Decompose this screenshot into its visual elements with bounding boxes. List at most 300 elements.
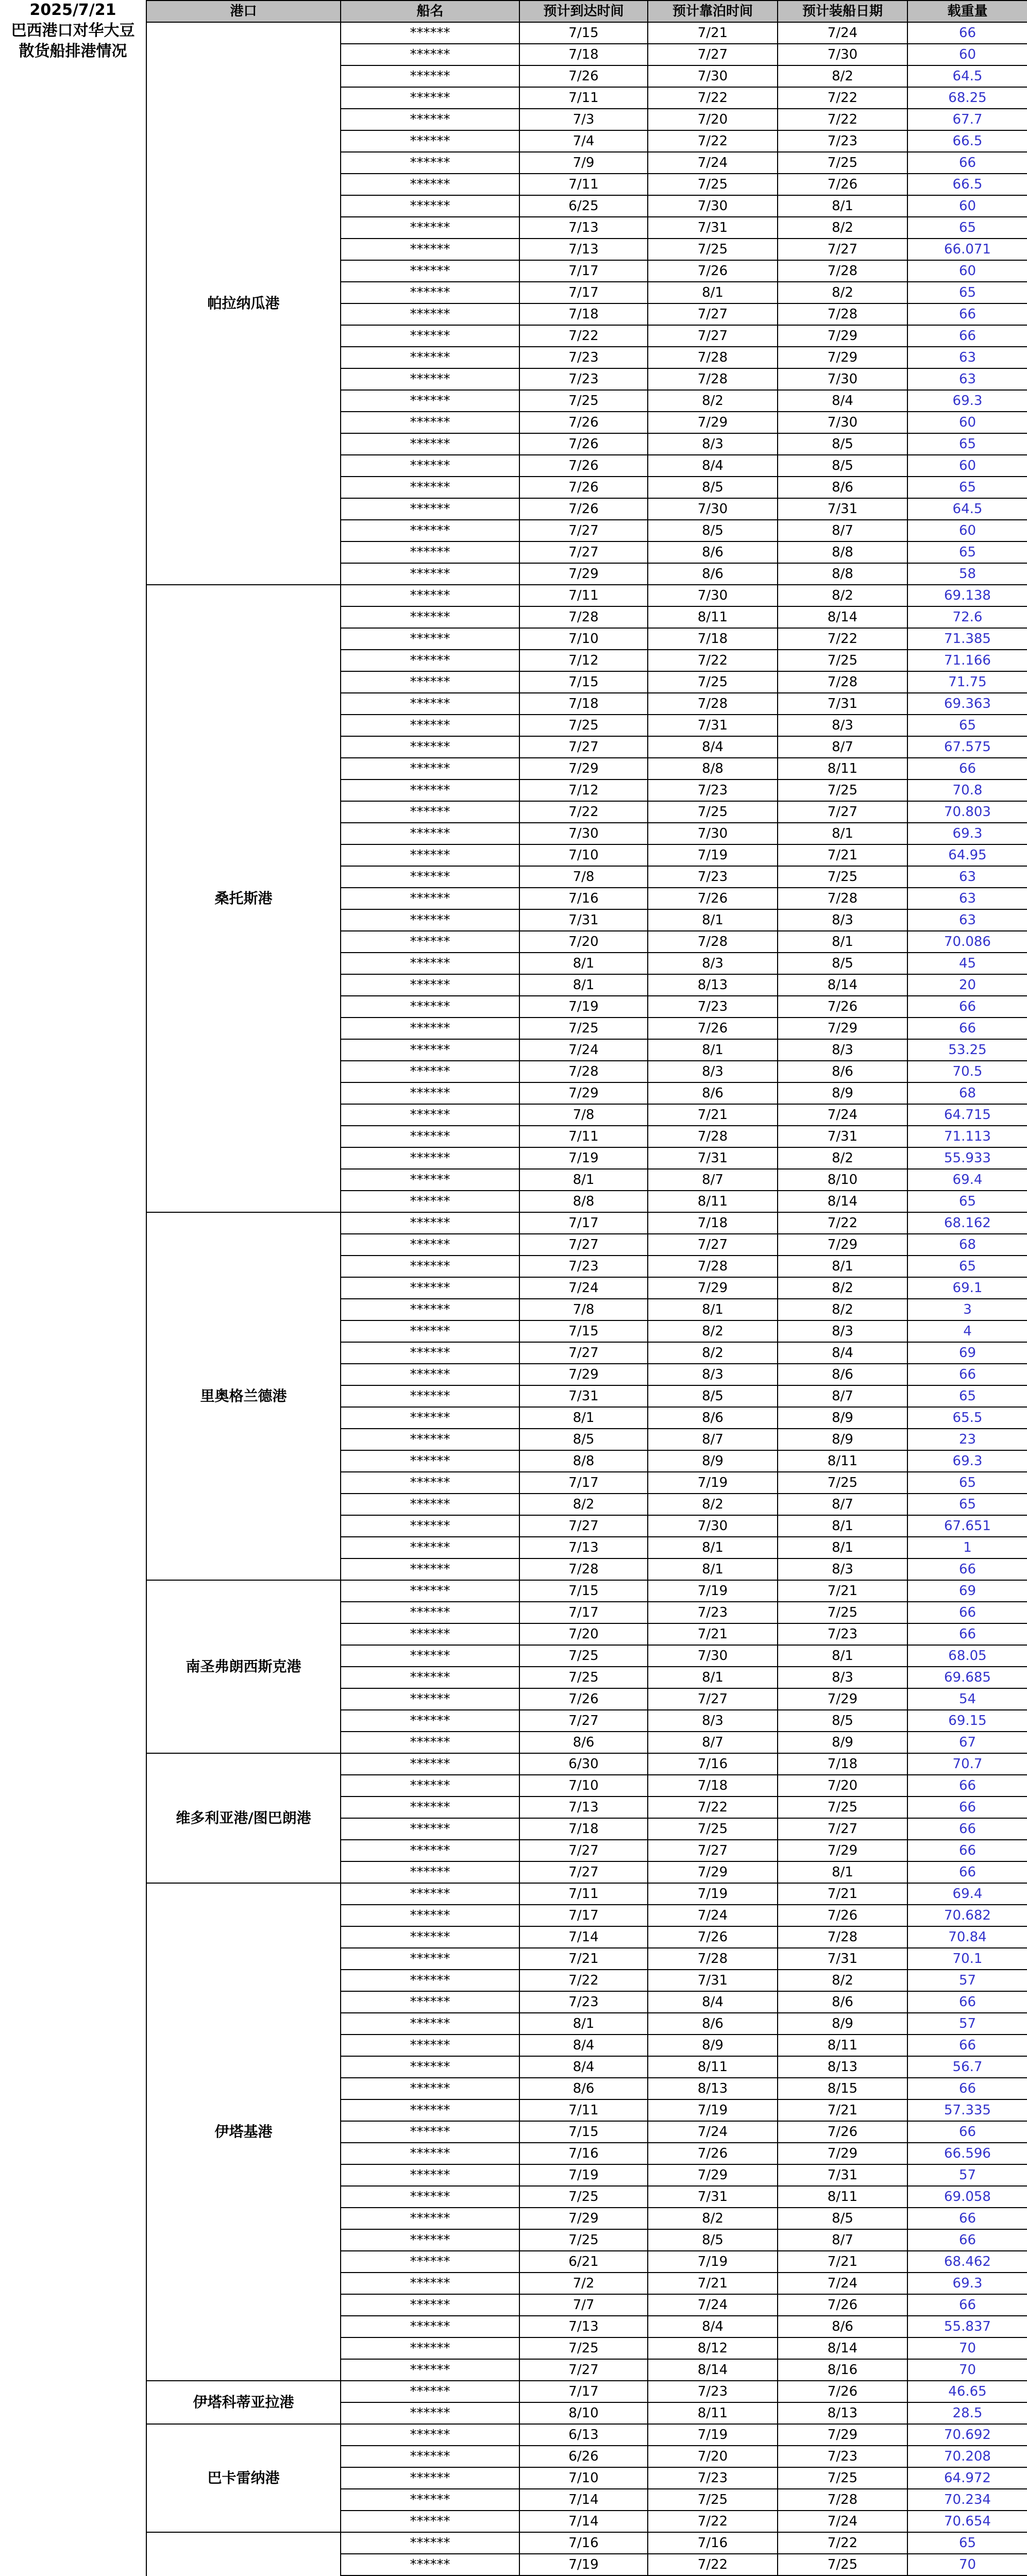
- loading-cell: 7/28: [778, 671, 907, 693]
- tonnage-cell: 60: [907, 195, 1027, 217]
- ship-name-cell: ******: [341, 2359, 519, 2381]
- ship-name-cell: ******: [341, 2489, 519, 2511]
- berthing-cell: 7/27: [648, 1688, 778, 1710]
- ship-name-cell: ******: [341, 1926, 519, 1948]
- ship-name-cell: ******: [341, 433, 519, 455]
- arrival-cell: 6/30: [519, 1753, 648, 1775]
- berthing-cell: 7/28: [648, 931, 778, 953]
- tonnage-cell: 66: [907, 1602, 1027, 1623]
- berthing-cell: 8/3: [648, 1061, 778, 1082]
- loading-cell: 7/26: [778, 2294, 907, 2316]
- tonnage-cell: 46.65: [907, 2381, 1027, 2402]
- tonnage-cell: 70.1: [907, 1948, 1027, 1970]
- ship-name-cell: ******: [341, 1840, 519, 1861]
- loading-cell: 8/10: [778, 1169, 907, 1191]
- arrival-cell: 7/26: [519, 498, 648, 520]
- ship-name-cell: ******: [341, 347, 519, 368]
- ship-name-cell: ******: [341, 1645, 519, 1667]
- tonnage-cell: 57: [907, 2013, 1027, 2035]
- arrival-cell: 7/21: [519, 1948, 648, 1970]
- arrival-cell: 7/29: [519, 2208, 648, 2229]
- berthing-cell: 7/25: [648, 801, 778, 823]
- berthing-cell: 7/16: [648, 1753, 778, 1775]
- loading-cell: 7/29: [778, 1688, 907, 1710]
- ship-name-cell: ******: [341, 801, 519, 823]
- loading-cell: 7/26: [778, 996, 907, 1018]
- loading-cell: 8/1: [778, 1645, 907, 1667]
- berthing-cell: 8/1: [648, 1558, 778, 1580]
- tonnage-cell: 63: [907, 909, 1027, 931]
- arrival-cell: 7/26: [519, 477, 648, 498]
- ship-name-cell: ******: [341, 1342, 519, 1364]
- berthing-cell: 8/5: [648, 2229, 778, 2251]
- berthing-cell: 7/25: [648, 174, 778, 195]
- tonnage-cell: 70.234: [907, 2489, 1027, 2511]
- loading-cell: 8/16: [778, 2359, 907, 2381]
- loading-cell: 8/5: [778, 433, 907, 455]
- berthing-cell: 8/3: [648, 953, 778, 974]
- loading-cell: 7/25: [778, 779, 907, 801]
- tonnage-cell: 70.803: [907, 801, 1027, 823]
- ship-name-cell: ******: [341, 87, 519, 109]
- tonnage-cell: 67.575: [907, 736, 1027, 758]
- arrival-cell: 8/1: [519, 953, 648, 974]
- loading-cell: 8/2: [778, 1147, 907, 1169]
- ship-name-cell: ******: [341, 1320, 519, 1342]
- tonnage-cell: 57.335: [907, 2099, 1027, 2121]
- port-name-cell: 伊塔科蒂亚拉港: [146, 2381, 341, 2424]
- ship-name-cell: ******: [341, 22, 519, 44]
- ship-name-cell: ******: [341, 1126, 519, 1147]
- loading-cell: 8/9: [778, 1732, 907, 1753]
- loading-cell: 8/2: [778, 282, 907, 303]
- berthing-cell: 7/26: [648, 2143, 778, 2164]
- arrival-cell: 7/31: [519, 1385, 648, 1407]
- berthing-cell: 7/27: [648, 1234, 778, 1256]
- loading-cell: 8/8: [778, 563, 907, 585]
- tonnage-cell: 63: [907, 888, 1027, 909]
- loading-cell: 7/26: [778, 2381, 907, 2402]
- berthing-cell: 7/24: [648, 2294, 778, 2316]
- arrival-cell: 7/2: [519, 2273, 648, 2294]
- tonnage-cell: 66: [907, 1861, 1027, 1883]
- loading-cell: 7/28: [778, 2489, 907, 2511]
- ship-name-cell: ******: [341, 693, 519, 715]
- loading-cell: 7/20: [778, 1775, 907, 1797]
- tonnage-cell: 70.84: [907, 1926, 1027, 1948]
- arrival-cell: 8/8: [519, 1450, 648, 1472]
- berthing-cell: 8/1: [648, 1667, 778, 1688]
- arrival-cell: 7/25: [519, 2229, 648, 2251]
- berthing-cell: 7/30: [648, 195, 778, 217]
- arrival-cell: 8/4: [519, 2056, 648, 2078]
- ship-name-cell: ******: [341, 1602, 519, 1623]
- berthing-cell: 7/30: [648, 498, 778, 520]
- ship-name-cell: ******: [341, 44, 519, 65]
- schedule-table: [146, 0, 1027, 2576]
- berthing-cell: 7/26: [648, 888, 778, 909]
- berthing-cell: 8/11: [648, 1191, 778, 1212]
- ship-name-cell: ******: [341, 779, 519, 801]
- ship-name-cell: ******: [341, 2186, 519, 2208]
- arrival-cell: 7/11: [519, 1883, 648, 1905]
- loading-cell: 8/5: [778, 455, 907, 477]
- tonnage-cell: 55.837: [907, 2316, 1027, 2337]
- berthing-cell: 8/5: [648, 477, 778, 498]
- loading-cell: 7/30: [778, 368, 907, 390]
- arrival-cell: 7/17: [519, 1602, 648, 1623]
- berthing-cell: 7/31: [648, 715, 778, 736]
- loading-cell: 8/7: [778, 1494, 907, 1515]
- loading-cell: 8/1: [778, 1861, 907, 1883]
- tonnage-cell: 70: [907, 2554, 1027, 2575]
- arrival-cell: 7/19: [519, 996, 648, 1018]
- arrival-cell: 7/25: [519, 715, 648, 736]
- arrival-cell: 7/17: [519, 260, 648, 282]
- tonnage-cell: 66.5: [907, 174, 1027, 195]
- arrival-cell: 7/14: [519, 1926, 648, 1948]
- ship-name-cell: ******: [341, 563, 519, 585]
- loading-cell: 8/6: [778, 477, 907, 498]
- arrival-cell: 7/18: [519, 1818, 648, 1840]
- tonnage-cell: 66: [907, 22, 1027, 44]
- loading-cell: 7/26: [778, 174, 907, 195]
- arrival-cell: 6/21: [519, 2251, 648, 2273]
- tonnage-cell: 66: [907, 152, 1027, 174]
- berthing-cell: 7/19: [648, 2251, 778, 2273]
- arrival-cell: 7/29: [519, 563, 648, 585]
- ship-name-cell: ******: [341, 1818, 519, 1840]
- tonnage-cell: 66: [907, 1018, 1027, 1039]
- berthing-cell: 8/3: [648, 1364, 778, 1385]
- ship-name-cell: ******: [341, 1797, 519, 1818]
- table-row: [146, 22, 1027, 44]
- ship-name-cell: ******: [341, 1558, 519, 1580]
- berthing-cell: 7/21: [648, 1104, 778, 1126]
- arrival-cell: 7/27: [519, 736, 648, 758]
- loading-cell: 7/25: [778, 2554, 907, 2575]
- loading-cell: 8/7: [778, 2229, 907, 2251]
- loading-cell: 7/29: [778, 1840, 907, 1861]
- tonnage-cell: 65: [907, 1256, 1027, 1277]
- loading-cell: 8/6: [778, 1061, 907, 1082]
- berthing-cell: 7/21: [648, 22, 778, 44]
- berthing-cell: 8/1: [648, 1537, 778, 1558]
- tonnage-cell: 1: [907, 1537, 1027, 1558]
- loading-cell: 8/7: [778, 520, 907, 541]
- berthing-cell: 7/29: [648, 1277, 778, 1299]
- loading-cell: 8/13: [778, 2402, 907, 2424]
- berthing-cell: 7/25: [648, 671, 778, 693]
- loading-cell: 8/4: [778, 1342, 907, 1364]
- berthing-cell: 7/22: [648, 1797, 778, 1818]
- loading-cell: 7/21: [778, 2251, 907, 2273]
- loading-cell: 8/6: [778, 1364, 907, 1385]
- ship-name-cell: ******: [341, 282, 519, 303]
- ship-name-cell: ******: [341, 1018, 519, 1039]
- arrival-cell: 7/4: [519, 130, 648, 152]
- tonnage-cell: 68: [907, 1234, 1027, 1256]
- loading-cell: 7/27: [778, 801, 907, 823]
- arrival-cell: 7/12: [519, 650, 648, 671]
- arrival-cell: 7/25: [519, 2186, 648, 2208]
- tonnage-cell: 60: [907, 412, 1027, 433]
- tonnage-cell: 70: [907, 2337, 1027, 2359]
- berthing-cell: 7/22: [648, 650, 778, 671]
- ship-name-cell: ******: [341, 368, 519, 390]
- arrival-cell: 8/8: [519, 1191, 648, 1212]
- berthing-cell: 7/25: [648, 1818, 778, 1840]
- arrival-cell: 6/26: [519, 2446, 648, 2467]
- berthing-cell: 7/30: [648, 1515, 778, 1537]
- arrival-cell: 7/20: [519, 931, 648, 953]
- loading-cell: 7/25: [778, 1797, 907, 1818]
- arrival-cell: 8/6: [519, 2078, 648, 2099]
- ship-name-cell: ******: [341, 1710, 519, 1732]
- tonnage-cell: 66: [907, 1818, 1027, 1840]
- tonnage-cell: 66: [907, 1623, 1027, 1645]
- berthing-cell: 8/4: [648, 1991, 778, 2013]
- tonnage-cell: 65.5: [907, 1407, 1027, 1429]
- ship-name-cell: ******: [341, 1688, 519, 1710]
- arrival-cell: 7/23: [519, 1991, 648, 2013]
- berthing-cell: 7/31: [648, 217, 778, 239]
- berthing-cell: 7/27: [648, 1840, 778, 1861]
- ship-name-cell: ******: [341, 174, 519, 195]
- berthing-cell: 7/29: [648, 412, 778, 433]
- tonnage-cell: 69.3: [907, 390, 1027, 412]
- ship-name-cell: ******: [341, 650, 519, 671]
- tonnage-cell: 66: [907, 2208, 1027, 2229]
- loading-cell: 7/24: [778, 22, 907, 44]
- ship-name-cell: ******: [341, 736, 519, 758]
- loading-cell: 7/25: [778, 2467, 907, 2489]
- ship-name-cell: ******: [341, 2078, 519, 2099]
- table-row: [146, 1753, 1027, 1775]
- loading-cell: 7/22: [778, 87, 907, 109]
- ship-name-cell: ******: [341, 1147, 519, 1169]
- arrival-cell: 7/16: [519, 2143, 648, 2164]
- berthing-cell: 7/30: [648, 823, 778, 844]
- loading-cell: 8/8: [778, 541, 907, 563]
- berthing-cell: 7/23: [648, 996, 778, 1018]
- berthing-cell: 8/1: [648, 282, 778, 303]
- arrival-cell: 7/25: [519, 1018, 648, 1039]
- arrival-cell: 7/17: [519, 1212, 648, 1234]
- loading-cell: 7/22: [778, 2532, 907, 2554]
- loading-cell: 8/1: [778, 195, 907, 217]
- table-wrapper: [146, 0, 1027, 2576]
- berthing-cell: 8/13: [648, 974, 778, 996]
- berthing-cell: 7/28: [648, 347, 778, 368]
- ship-name-cell: ******: [341, 585, 519, 606]
- arrival-cell: 7/12: [519, 779, 648, 801]
- arrival-cell: 7/29: [519, 758, 648, 779]
- table-row: [146, 2532, 1027, 2554]
- berthing-cell: 8/1: [648, 1299, 778, 1320]
- ship-name-cell: ******: [341, 1991, 519, 2013]
- loading-cell: 8/11: [778, 1450, 907, 1472]
- arrival-cell: 7/26: [519, 65, 648, 87]
- arrival-cell: 7/27: [519, 1840, 648, 1861]
- loading-cell: 7/26: [778, 1905, 907, 1926]
- tonnage-cell: 64.715: [907, 1104, 1027, 1126]
- tonnage-cell: 70.692: [907, 2424, 1027, 2446]
- ship-name-cell: ******: [341, 541, 519, 563]
- berthing-cell: 8/2: [648, 1320, 778, 1342]
- berthing-cell: 8/11: [648, 2056, 778, 2078]
- table-row: [146, 585, 1027, 606]
- arrival-cell: 7/16: [519, 888, 648, 909]
- loading-cell: 7/27: [778, 1818, 907, 1840]
- ship-name-cell: ******: [341, 2251, 519, 2273]
- berthing-cell: 8/6: [648, 1407, 778, 1429]
- arrival-cell: 7/19: [519, 2554, 648, 2575]
- arrival-cell: 7/23: [519, 347, 648, 368]
- loading-cell: 7/30: [778, 44, 907, 65]
- ship-name-cell: ******: [341, 844, 519, 866]
- tonnage-cell: 70: [907, 2359, 1027, 2381]
- loading-cell: 8/14: [778, 974, 907, 996]
- tonnage-cell: 70.5: [907, 1061, 1027, 1082]
- tonnage-cell: 70.682: [907, 1905, 1027, 1926]
- loading-cell: 8/14: [778, 1191, 907, 1212]
- loading-cell: 7/24: [778, 1104, 907, 1126]
- ship-name-cell: ******: [341, 2164, 519, 2186]
- loading-cell: 7/22: [778, 109, 907, 130]
- berthing-cell: 8/1: [648, 1039, 778, 1061]
- tonnage-cell: 66: [907, 2294, 1027, 2316]
- report-sidebar: [0, 0, 147, 2576]
- tonnage-cell: 56.7: [907, 2056, 1027, 2078]
- arrival-cell: 8/5: [519, 1429, 648, 1450]
- berthing-cell: 7/31: [648, 1970, 778, 1991]
- port-name-cell: 巴卡雷纳港: [146, 2424, 341, 2532]
- arrival-cell: 7/15: [519, 2121, 648, 2143]
- arrival-cell: 7/15: [519, 1320, 648, 1342]
- berthing-cell: 7/23: [648, 866, 778, 888]
- ship-name-cell: ******: [341, 2424, 519, 2446]
- loading-cell: 7/29: [778, 347, 907, 368]
- col-header-ship: 船名: [341, 1, 519, 22]
- berthing-cell: 7/26: [648, 1018, 778, 1039]
- loading-cell: 8/2: [778, 217, 907, 239]
- tonnage-cell: 67.7: [907, 109, 1027, 130]
- arrival-cell: 7/18: [519, 44, 648, 65]
- berthing-cell: 7/27: [648, 44, 778, 65]
- ship-name-cell: ******: [341, 1970, 519, 1991]
- ship-name-cell: ******: [341, 974, 519, 996]
- port-name-cell: 桑托斯港: [146, 585, 341, 1212]
- tonnage-cell: 70.208: [907, 2446, 1027, 2467]
- arrival-cell: 7/20: [519, 1623, 648, 1645]
- loading-cell: 7/21: [778, 1883, 907, 1905]
- loading-cell: 8/1: [778, 931, 907, 953]
- arrival-cell: 7/8: [519, 866, 648, 888]
- loading-cell: 8/4: [778, 390, 907, 412]
- berthing-cell: 8/14: [648, 2359, 778, 2381]
- ship-name-cell: ******: [341, 953, 519, 974]
- loading-cell: 8/2: [778, 65, 907, 87]
- tonnage-cell: 60: [907, 520, 1027, 541]
- loading-cell: 8/9: [778, 1082, 907, 1104]
- port-name-cell: 南圣弗朗西斯克港: [146, 1580, 341, 1753]
- table-row: [146, 1580, 1027, 1602]
- berthing-cell: 8/9: [648, 2035, 778, 2056]
- ship-name-cell: ******: [341, 1732, 519, 1753]
- tonnage-cell: 55.933: [907, 1147, 1027, 1169]
- ship-name-cell: ******: [341, 1104, 519, 1126]
- tonnage-cell: 57: [907, 1970, 1027, 1991]
- loading-cell: 7/22: [778, 628, 907, 650]
- ship-name-cell: ******: [341, 109, 519, 130]
- arrival-cell: 7/27: [519, 541, 648, 563]
- header-row: [146, 1, 1027, 22]
- tonnage-cell: 69.3: [907, 2273, 1027, 2294]
- berthing-cell: 8/4: [648, 455, 778, 477]
- ship-name-cell: ******: [341, 412, 519, 433]
- tonnage-cell: 69.363: [907, 693, 1027, 715]
- arrival-cell: 7/25: [519, 1667, 648, 1688]
- loading-cell: 7/31: [778, 1126, 907, 1147]
- berthing-cell: 7/24: [648, 152, 778, 174]
- berthing-cell: 7/20: [648, 109, 778, 130]
- ship-name-cell: ******: [341, 303, 519, 325]
- ship-name-cell: ******: [341, 996, 519, 1018]
- ship-name-cell: ******: [341, 65, 519, 87]
- berthing-cell: 7/19: [648, 2424, 778, 2446]
- tonnage-cell: 60: [907, 44, 1027, 65]
- loading-cell: 8/14: [778, 2337, 907, 2359]
- loading-cell: 7/30: [778, 412, 907, 433]
- ship-name-cell: ******: [341, 1472, 519, 1494]
- ship-name-cell: ******: [341, 498, 519, 520]
- loading-cell: 8/3: [778, 715, 907, 736]
- berthing-cell: 8/13: [648, 2078, 778, 2099]
- ship-name-cell: ******: [341, 1580, 519, 1602]
- tonnage-cell: 65: [907, 477, 1027, 498]
- arrival-cell: 7/17: [519, 282, 648, 303]
- ship-name-cell: ******: [341, 888, 519, 909]
- loading-cell: 7/28: [778, 1926, 907, 1948]
- tonnage-cell: 69.4: [907, 1169, 1027, 1191]
- tonnage-cell: 65: [907, 2532, 1027, 2554]
- loading-cell: 7/25: [778, 152, 907, 174]
- arrival-cell: 7/27: [519, 520, 648, 541]
- loading-cell: 8/2: [778, 1299, 907, 1320]
- berthing-cell: 7/25: [648, 239, 778, 260]
- tonnage-cell: 66: [907, 1991, 1027, 2013]
- loading-cell: 8/3: [778, 1558, 907, 1580]
- loading-cell: 8/5: [778, 1710, 907, 1732]
- ship-name-cell: ******: [341, 520, 519, 541]
- loading-cell: 8/9: [778, 2013, 907, 2035]
- ship-name-cell: ******: [341, 2208, 519, 2229]
- tonnage-cell: 68.25: [907, 87, 1027, 109]
- arrival-cell: 7/27: [519, 1515, 648, 1537]
- loading-cell: 7/29: [778, 2143, 907, 2164]
- loading-cell: 7/23: [778, 130, 907, 152]
- berthing-cell: 7/28: [648, 1126, 778, 1147]
- loading-cell: 7/29: [778, 2424, 907, 2446]
- ship-name-cell: ******: [341, 866, 519, 888]
- ship-name-cell: ******: [341, 1364, 519, 1385]
- ship-name-cell: ******: [341, 1234, 519, 1256]
- arrival-cell: 7/15: [519, 1580, 648, 1602]
- tonnage-cell: 64.972: [907, 2467, 1027, 2489]
- tonnage-cell: 69.685: [907, 1667, 1027, 1688]
- ship-name-cell: ******: [341, 1256, 519, 1277]
